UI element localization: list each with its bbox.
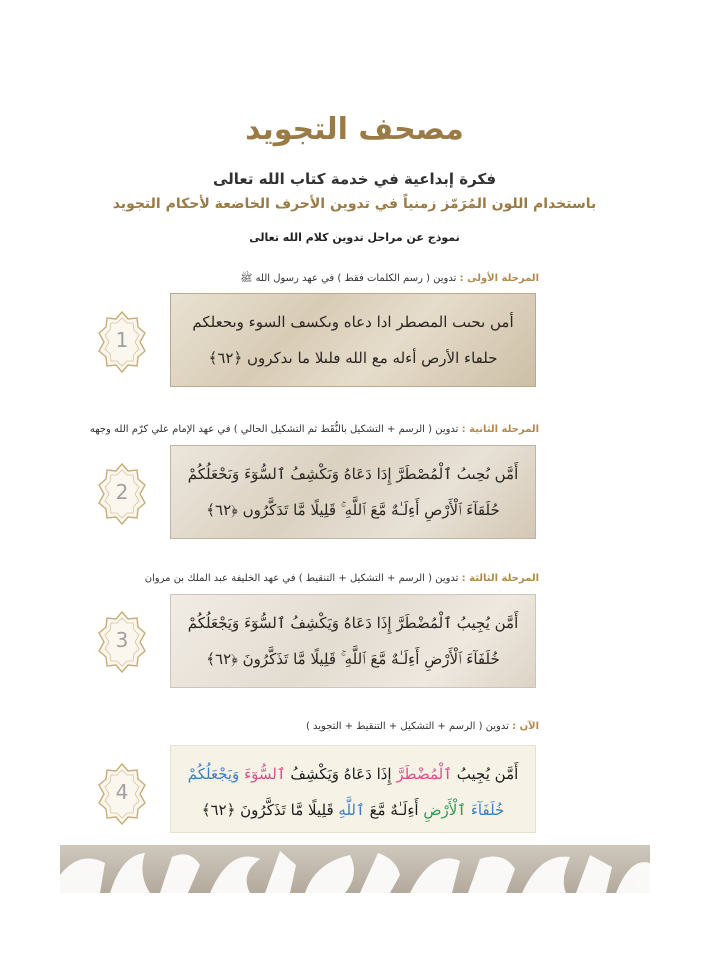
stage-4-line-2 — [171, 792, 535, 828]
stage-3-desc: تدوين ( الرسم + التشكيل + التنقيط ) في عهد الخليفة عبد الملك بن مروان — [144, 573, 459, 584]
tajweed-mark-pink: ٱلسُّوٓءَ — [244, 765, 286, 783]
stage-4-line-1-part-a: أَمَّن يُجِيبُ — [452, 765, 519, 783]
stage-1-caption — [240, 272, 539, 286]
stage-2-line-1: أَمَّں ىُحِىٮُ ٱلْمُصْطَرَّ إِدَا دَعَاهُ وَىَكْشِڡُ ٱلسُّوٓءَ وَىَحْعَلُكُمْ — [187, 465, 519, 483]
stage-3-line-1: أَمَّن يُجِيبُ ٱلْمُضْطَرَّ إِذَا دَعَاهُ وَيَكْشِفُ ٱلسُّوٓءَ وَيَجْعَلُكُمْ — [187, 614, 519, 632]
subtitle-sample: نموذج عن مراحل تدوين كلام الله تعالى — [249, 231, 460, 244]
stage-3-manuscript — [170, 594, 536, 688]
stage-2-desc: تدوين ( الرسم + التشكيل بالنُّقَط ثم التشكيل الحالي ) في عهد الإمام علي كرّم الله وجهه — [89, 424, 459, 435]
stage-4-line-1 — [171, 756, 535, 792]
decorative-footer-band — [60, 845, 650, 893]
stage-3-line-2: خُلَفَآءَ ٱلْأَرْضِ أَءِلَـٰهٌ مَّعَ ٱللَّهِ ۚ قَلِيلًا مَّا تَذَكَّرُونَ ﴿٦٢﴾ — [206, 650, 500, 668]
stage-4-line-2-part-c: أَءِلَـٰهٌ مَّعَ — [364, 801, 424, 819]
stage-4-line-2-part-e: قَلِيلًا مَّا تَذَكَّرُونَ ﴿٦٢﴾ — [201, 801, 339, 819]
stage-3-number: 3 — [115, 628, 129, 652]
stage-2-manuscript — [170, 445, 536, 539]
stage-4-number: 4 — [115, 780, 129, 804]
tajweed-mark-blue: ٱللَّهِ — [338, 801, 365, 819]
stage-2-caption — [90, 424, 539, 435]
stage-2-number: 2 — [115, 480, 129, 504]
tajweed-mark-blue: وَيَجْعَلُكُمْ — [187, 765, 245, 783]
stage-1-desc: تدوين ( رسم الكلمات فقط ) في عهد رسول الله ﷺ — [240, 273, 457, 284]
stage-4-tajweed — [170, 745, 536, 833]
stage-3-caption — [145, 573, 539, 584]
stage-4-caption — [306, 721, 539, 732]
tajweed-mark-pink: ٱلْمُضْطَرَّ — [396, 765, 452, 783]
page-title: مصحف التجويد — [245, 112, 464, 147]
subtitle-method: باستخدام اللون المُرَمّز زمنياً في تدوين الأحرف الخاضعة لأحكام التجويد — [112, 196, 597, 212]
stage-1-manuscript — [170, 293, 536, 387]
stage-3-label: المرحلة الثالثة : — [461, 573, 539, 584]
stage-4-desc: تدوين ( الرسم + التشكيل + التنقيط + التجويد ) — [305, 721, 509, 732]
stage-4-line-1-part-c: إِذَا دَعَاهُ وَيَكْشِفُ — [285, 765, 397, 783]
subtitle-idea: فكرة إبداعية في خدمة كتاب الله تعالى — [212, 170, 497, 188]
stage-1-line-1: أمں ىحىٮ المصطر ادا دعاه وىكسڡ السوء وىحعلكم — [192, 313, 514, 331]
stage-2-label: المرحلة الثانية : — [461, 424, 539, 435]
stage-1-line-2: حلڡاء الأرص أءله مع الله ڡلىلا ما ىدكروں ﴿٦٢﴾ — [208, 349, 498, 367]
stage-1-label: المرحلة الأولى : — [459, 273, 539, 284]
stage-1-number: 1 — [115, 328, 129, 352]
tajweed-mark-green: ٱلْأَرْضِ — [423, 801, 467, 819]
tajweed-mark-blue: خُلَفَآءَ — [466, 801, 505, 819]
stage-2-line-2: حُلَڡَآءَ ٱلْأَرْصِ أَءِلَـٰهٌ مَّعَ ٱللَّهِ ۚ قَلِيلًا مَّا تَدَكَّرُوں ﴿٦٢﴾ — [206, 501, 500, 519]
stage-4-label: الآن : — [512, 721, 539, 732]
